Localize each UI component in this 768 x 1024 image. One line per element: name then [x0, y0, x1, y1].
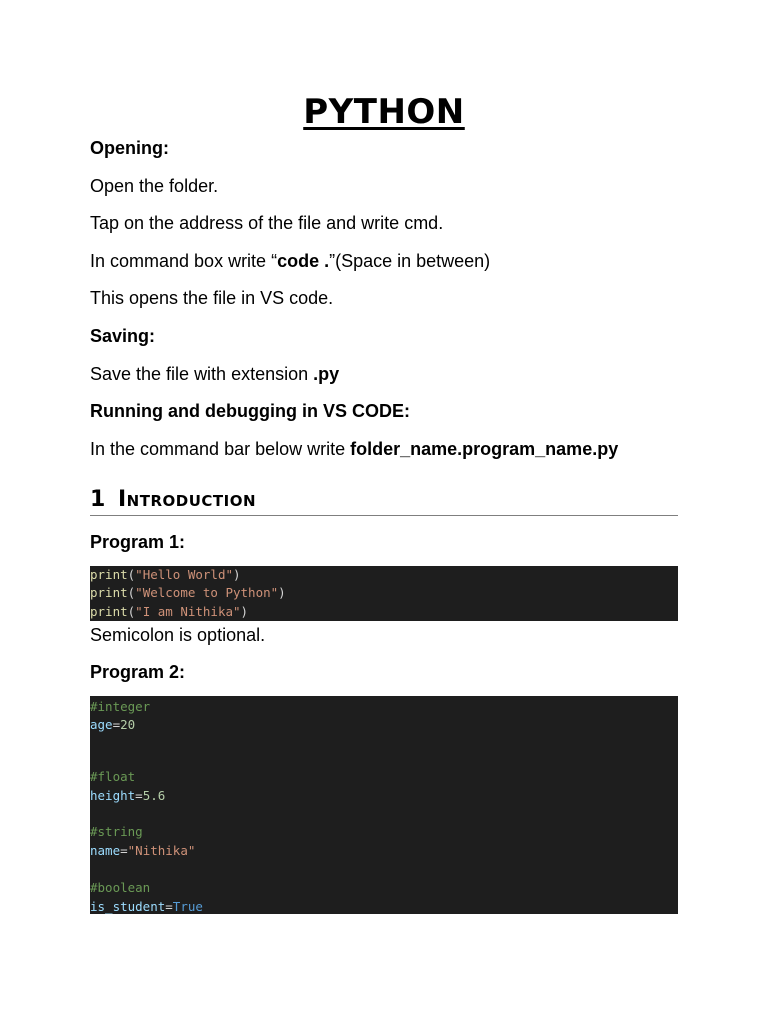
opening-line-3-command: code . — [277, 251, 330, 271]
running-line — [90, 437, 618, 461]
saving-heading: Saving: — [90, 326, 156, 346]
opening-line-2: Tap on the address of the file and write cmd. — [90, 213, 444, 233]
code-comment: #boolean — [90, 880, 151, 895]
opening-line-3-pre: In command box write “ — [90, 251, 278, 271]
saving-extension: .py — [313, 364, 340, 384]
opening-heading: Opening: — [90, 138, 169, 158]
running-command: folder_name.program_name.py — [350, 439, 619, 459]
section-heading — [90, 484, 678, 516]
page-title: PYTHON — [303, 92, 465, 132]
opening-line-4: This opens the file in VS code. — [90, 288, 334, 308]
code-comment: #string — [90, 824, 143, 839]
program-1-code-block — [90, 566, 678, 621]
section-title: Introduction — [118, 487, 257, 512]
code-comment: #integer — [90, 699, 151, 714]
program-2-heading: Program 2: — [90, 662, 186, 682]
running-heading: Running and debugging in VS CODE: — [90, 401, 410, 421]
code-line: name="Nithika" — [90, 843, 196, 858]
saving-line-text: Save the file with extension — [90, 364, 314, 384]
section-number: 1 — [90, 487, 106, 512]
code-line: height=5.6 — [90, 788, 166, 803]
code-line: print("I am Nithika") — [90, 604, 249, 619]
opening-line-3 — [90, 249, 490, 273]
opening-line-1: Open the folder. — [90, 176, 219, 196]
code-line: is_student=True — [90, 899, 203, 914]
program-2-code-block — [90, 696, 678, 914]
code-line: age=20 — [90, 717, 136, 732]
running-line-text: In the command bar below write — [90, 439, 351, 459]
saving-line — [90, 362, 339, 386]
program-1-note: Semicolon is optional. — [90, 625, 266, 645]
code-comment: #float — [90, 769, 136, 784]
code-line: print("Welcome to Python") — [90, 585, 286, 600]
opening-line-3-post: ”(Space in between) — [329, 251, 491, 271]
code-line: print("Hello World") — [90, 567, 241, 582]
program-1-heading: Program 1: — [90, 532, 186, 552]
